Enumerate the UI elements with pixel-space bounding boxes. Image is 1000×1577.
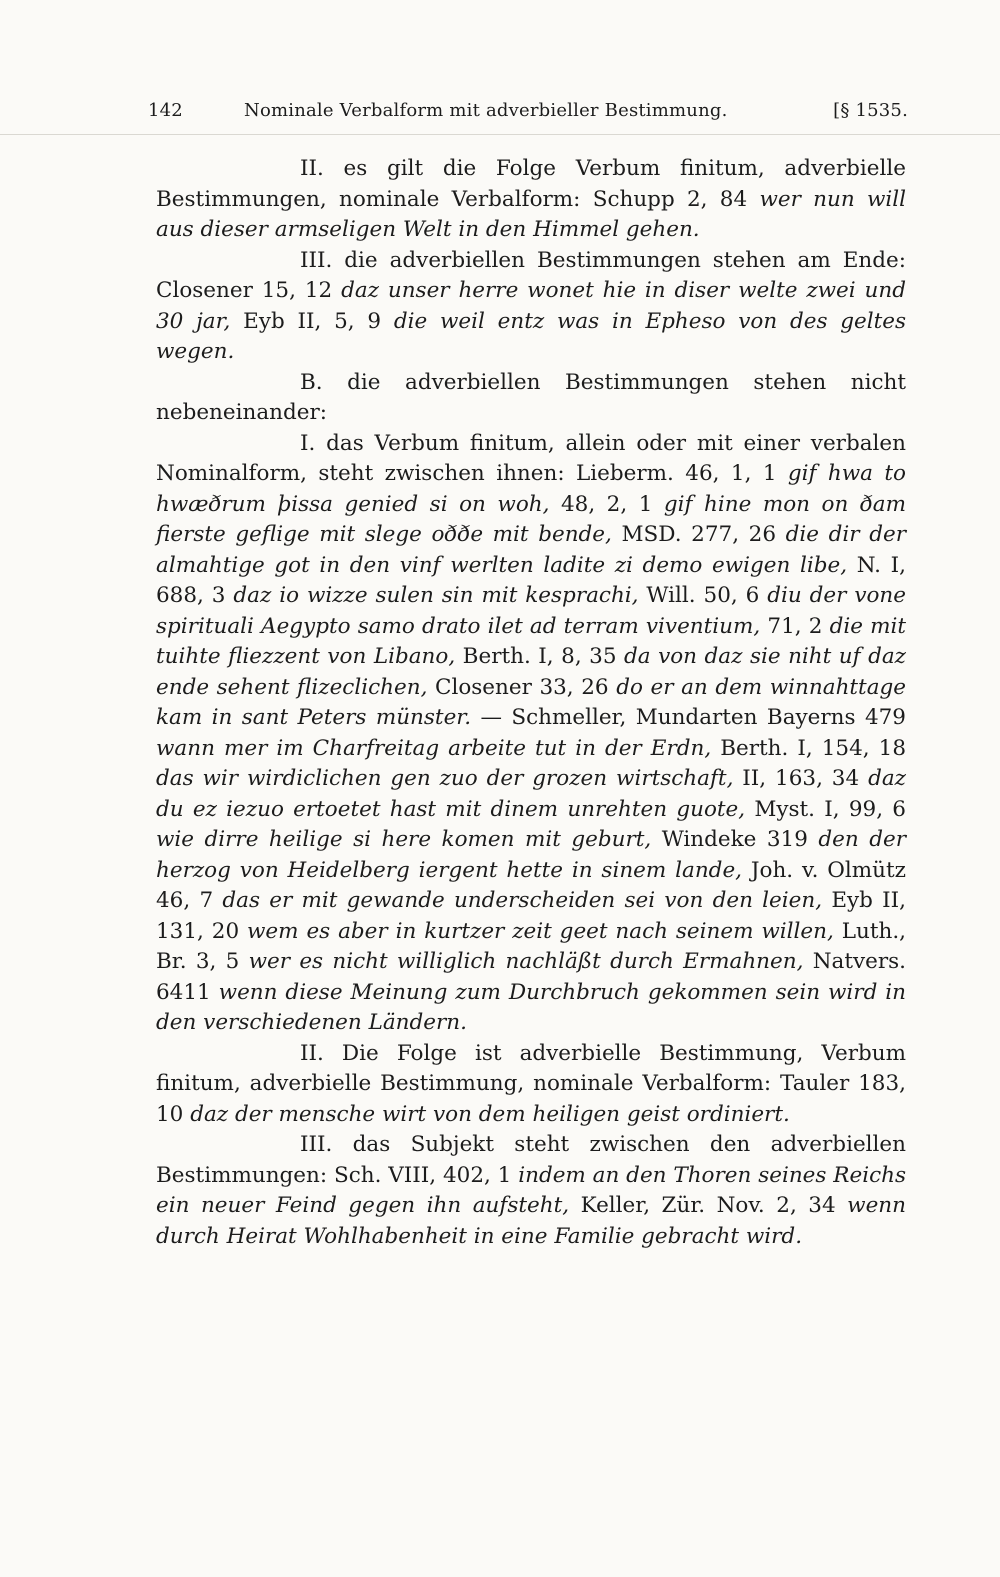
- paragraph-text: 71, 2: [760, 613, 830, 639]
- citation-quote: daz der mensche wirt von dem heiligen geist ordiniert.: [190, 1101, 790, 1127]
- citation-quote: die mit tuihte fliezzent von Libano,: [156, 613, 907, 669]
- paragraph-text: B. die adverbiellen Bestimmungen stehen nicht nebeneinander:: [156, 369, 906, 425]
- paragraph-text: Windeke 319: [651, 827, 819, 852]
- citation-quote: wenn durch Heirat Wohlhabenheit in eine Familie gebracht wird.: [156, 1193, 906, 1249]
- citation-quote: die dir der almahtige got in den vinf werlten ladite zi demo ewigen libe,: [156, 522, 906, 578]
- citation-quote: wer nun will aus dieser armseligen Welt in den Himmel gehen.: [156, 186, 906, 242]
- paragraph-text: Eyb II, 131, 20: [156, 888, 907, 944]
- paragraph-III-subjekt: [156, 1130, 906, 1252]
- paragraph-text: Joh. v. Olmütz 46, 7: [156, 857, 906, 913]
- citation-quote: da von daz sie niht uf daz ende sehent flizeclichen,: [156, 644, 906, 700]
- running-title: Nominale Verbalform mit adverbieller Bestimmung.: [244, 100, 728, 121]
- paragraph-III-end: [156, 246, 906, 368]
- paragraph-text: Natvers. 6411: [156, 949, 907, 1005]
- section-reference: [§ 1535.: [833, 100, 908, 121]
- paragraph-text: III. die adverbiellen Bestimmungen stehen am Ende: Closener 15, 12: [156, 247, 906, 303]
- citation-quote: gif hine mon on ðam fierste geflige mit slege oððe mit bende,: [156, 491, 906, 547]
- citation-quote: die weil entz was in Epheso von des geltes wegen.: [156, 308, 907, 364]
- paragraph-text: Myst. I, 99, 6: [745, 796, 906, 822]
- paragraph-text: Closener 33, 26: [427, 674, 617, 700]
- paragraph-text: Luth., Br. 3, 5: [156, 918, 906, 974]
- paragraph-text: III. das Subjekt steht zwischen den adverbiellen Bestimmungen: Sch. VIII, 402, 1: [156, 1132, 906, 1188]
- paragraph-text: MSD. 277, 26: [611, 522, 786, 547]
- header-rule: [0, 134, 1000, 135]
- paragraph-text: Eyb II, 5, 9: [230, 308, 394, 334]
- paragraph-text: — Schmeller, Mundarten Bayerns 479: [471, 705, 906, 730]
- citation-quote: daz unser herre wonet hie in diser welte zwei und 30 jar,: [156, 278, 906, 334]
- citation-quote: indem an den Thoren seines Reichs ein neuer Feind gegen ihn aufsteht,: [156, 1162, 906, 1218]
- paragraph-text: Will. 50, 6: [638, 583, 768, 608]
- paragraph-text: Keller, Zür. Nov. 2, 34: [569, 1193, 848, 1218]
- paragraph-text: II. es gilt die Folge Verbum finitum, adverbielle Bestimmungen, nominale Verbalform: Schupp 2, 84: [156, 156, 906, 212]
- page-number: 142: [148, 100, 183, 121]
- citation-quote: daz io wizze sulen sin mit kesprachi,: [233, 583, 639, 608]
- paragraph-II-order: [156, 154, 906, 246]
- citation-quote: wann mer im Charfreitag arbeite tut in der Erdn,: [156, 735, 712, 761]
- citation-quote: wie dirre heilige si here komen mit geburt,: [156, 827, 652, 852]
- paragraph-text: II, 163, 34: [733, 766, 869, 791]
- citation-quote: do er an dem winnahttage kam in sant Peters münster.: [156, 674, 907, 730]
- paragraph-I-verbum-finitum: [156, 429, 906, 1039]
- citation-quote: diu der vone spirituali Aegypto samo drato ilet ad terram viventium,: [156, 583, 906, 639]
- paragraph-B-heading: [156, 368, 906, 429]
- citation-quote: gif hwa to hwæðrum þissa genied si on woh,: [156, 461, 907, 517]
- citation-quote: wer es nicht williglich nachläßt durch Ermahnen,: [248, 949, 804, 974]
- citation-quote: das wir wirdiclichen gen zuo der grozen wirtschaft,: [156, 766, 734, 791]
- paragraph-text: II. Die Folge ist adverbielle Bestimmung, Verbum finitum, adverbielle Bestimmung, nominale Verbalform: Tauler 183, 10: [156, 1040, 906, 1127]
- citation-quote: das er mit gewande underscheiden sei von den leien,: [222, 888, 823, 913]
- citation-quote: daz du ez iezuo ertoetet hast mit dinem unrehten guote,: [156, 766, 906, 822]
- paragraph-II-folge: [156, 1039, 906, 1131]
- paragraph-text: Berth. I, 8, 35: [455, 644, 625, 669]
- citation-quote: den der herzog von Heidelberg iergent hette in sinem lande,: [156, 827, 906, 883]
- page-body: [156, 154, 906, 1252]
- paragraph-text: N. I, 688, 3: [156, 552, 906, 608]
- citation-quote: wem es aber in kurtzer zeit geet nach seinem willen,: [247, 918, 834, 944]
- paragraph-text: 48, 2, 1: [549, 491, 664, 517]
- running-header: [148, 100, 908, 130]
- paragraph-text: I. das Verbum finitum, allein oder mit einer verbalen Nominalform, steht zwischen ihnen: Lieberm. 46, 1, 1: [156, 430, 906, 486]
- paragraph-text: Berth. I, 154, 18: [711, 735, 906, 761]
- citation-quote: wenn diese Meinung zum Durchbruch gekommen sein wird in den verschiedenen Ländern.: [156, 979, 906, 1035]
